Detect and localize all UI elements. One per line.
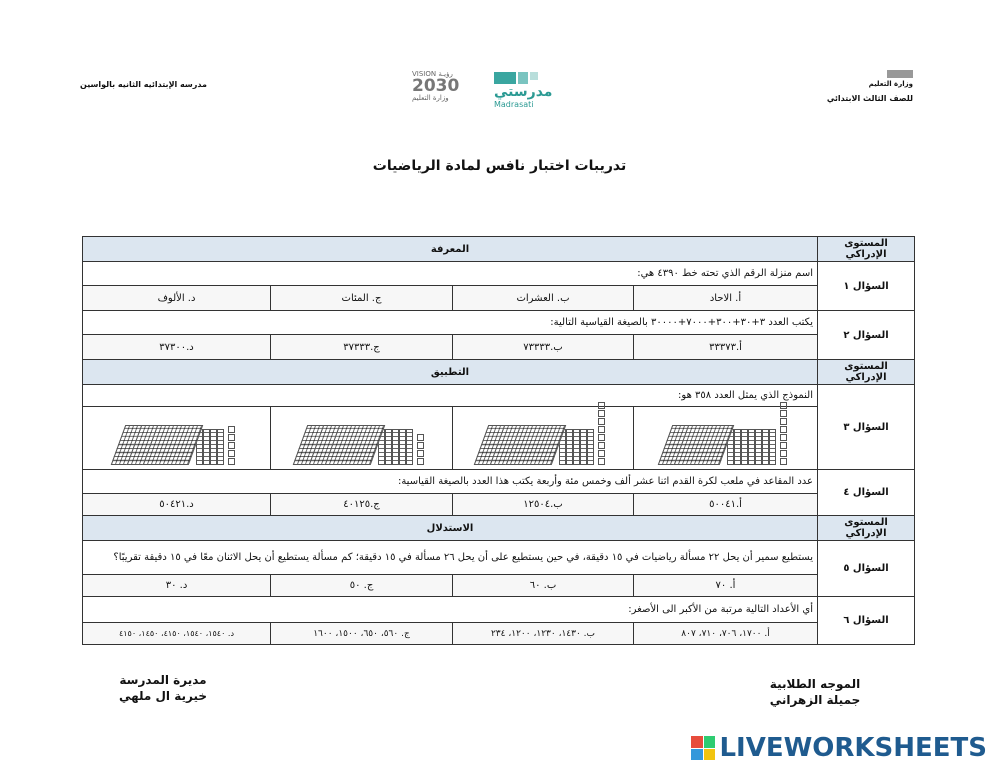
ones-cube (780, 426, 787, 433)
ones-cube (598, 418, 605, 425)
madrasati-logo: مدرستي Madrasati (494, 72, 564, 116)
ones-cube (228, 458, 235, 465)
liveworksheets-logo-icon (691, 736, 715, 760)
option-c[interactable]: ج. المئات (271, 286, 453, 311)
option-b[interactable]: ب.١٢٥٠٤ (453, 494, 634, 516)
tens-rod (566, 429, 573, 465)
option-d-model[interactable] (83, 407, 271, 470)
option-a[interactable]: أ. الاحاد (634, 286, 818, 311)
ones-cube (780, 410, 787, 417)
level-header: المستوى الإدراكي (818, 516, 915, 541)
ones-cube (780, 450, 787, 457)
question-stem: أي الأعداد التالية مرتبة من الأكبر الى الأصغر: (83, 597, 818, 623)
tens-rod (755, 429, 762, 465)
question-stem: اسم منزلة الرقم الذي تحته خط ٤٣٩٠ هي: (83, 262, 818, 286)
option-d[interactable]: د. ٣٠ (83, 575, 271, 597)
ones-cube (598, 450, 605, 457)
level-reasoning: الاستدلال (83, 516, 818, 541)
question-stem: يستطيع سمير أن يحل ٢٢ مسألة رياضيات في ١٥ دقيقة، في حين يستطيع على أن يحل ٢٦ مسألة في ١٥ دقيقة؛ كم مسألة يستطيع أن يحل الاثنان معًا في ١٥ دقيقة تقريبًا؟ (83, 541, 818, 575)
level-header: المستوى الإدراكي (818, 360, 915, 385)
question-label: السؤال ٢ (818, 311, 915, 360)
option-c[interactable]: ج. ٥٠ (271, 575, 453, 597)
ones-cube (598, 458, 605, 465)
option-a[interactable]: أ.٥٠٠٤١ (634, 494, 818, 516)
principal-signature: مديرة المدرسة خيرية ال ملهي (118, 673, 208, 703)
option-c[interactable]: ج.٤٠١٢٥ (271, 494, 453, 516)
ones-cube (598, 434, 605, 441)
tens-rod (573, 429, 580, 465)
base-ten-blocks-image (275, 411, 448, 465)
question-stem: النموذج الذي يمثل العدد ٣٥٨ هو: (83, 385, 818, 407)
ones-cube (780, 418, 787, 425)
tens-rod (406, 429, 413, 465)
school-name: مدرسه الإبتدائيه الثانيه بالواسين (80, 80, 207, 89)
question-label: السؤال ٤ (818, 470, 915, 516)
level-application: التطبيق (83, 360, 818, 385)
tens-rod (399, 429, 406, 465)
tens-rod (392, 429, 399, 465)
ones-cube (780, 434, 787, 441)
tens-rod (217, 429, 224, 465)
base-ten-blocks-image (457, 411, 629, 465)
page-title: تدريبات اختبار نافس لمادة الرياضيات (372, 158, 627, 174)
ones-cube (417, 450, 424, 457)
counselor-signature: الموجه الطلابية جميلة الزهراني (769, 677, 861, 707)
option-a[interactable]: أ.٣٣٣٧٣ (634, 335, 818, 360)
level-knowledge: المعرفة (83, 237, 818, 262)
option-b[interactable]: ب. ٦٠ (453, 575, 634, 597)
option-d[interactable]: د.٥٠٤٢١ (83, 494, 271, 516)
ones-cube (598, 442, 605, 449)
question-label: السؤال ٣ (818, 385, 915, 470)
tens-rod (587, 429, 594, 465)
option-b[interactable]: ب. ١٤٣٠، ١٢٣٠، ١٢٠٠، ٢٣٤ (453, 623, 634, 645)
ones-cube (228, 426, 235, 433)
tens-rod (734, 429, 741, 465)
ones-cube (417, 458, 424, 465)
option-b[interactable]: ب. العشرات (453, 286, 634, 311)
liveworksheets-watermark: LIVEWORKSHEETS (691, 733, 987, 763)
tens-rod (580, 429, 587, 465)
worksheet-table (82, 236, 915, 645)
vision-2030-logo: VISION رؤيـة 2030 وزارة التعليم (412, 70, 460, 102)
ones-cube (780, 402, 787, 409)
tens-rod (762, 429, 769, 465)
tens-rod (203, 429, 210, 465)
base-ten-blocks-image (638, 411, 813, 465)
tens-rod (769, 429, 776, 465)
ones-cube (417, 442, 424, 449)
option-a-model[interactable] (634, 407, 818, 470)
ones-cube (417, 434, 424, 441)
ones-cube (780, 458, 787, 465)
grade-label: للصف الثالث الابتدائي (826, 94, 913, 103)
question-stem: عدد المقاعد في ملعب لكرة القدم اثنا عشر ألف وخمس مئة وأربعة يكتب هذا العدد بالصيغة القياسية: (83, 470, 818, 494)
option-b-model[interactable] (453, 407, 634, 470)
option-d[interactable]: د.٣٧٣٠٠ (83, 335, 271, 360)
question-label: السؤال ٥ (818, 541, 915, 597)
kingdom-emblem-icon (887, 70, 913, 78)
tens-rod (385, 429, 392, 465)
ones-cube (228, 450, 235, 457)
option-a[interactable]: أ. ١٧٠٠، ٧٠٦، ٧١٠، ٨٠٧ (634, 623, 818, 645)
base-ten-blocks-image (87, 411, 266, 465)
option-d[interactable]: د. الألوف (83, 286, 271, 311)
option-c[interactable]: ج. ٥٦٠، ٦٥٠، ١٥٠٠، ١٦٠٠ (271, 623, 453, 645)
ones-cube (228, 442, 235, 449)
tens-rod (210, 429, 217, 465)
ones-cube (598, 426, 605, 433)
option-c-model[interactable] (271, 407, 453, 470)
tens-rod (748, 429, 755, 465)
question-label: السؤال ٦ (818, 597, 915, 645)
question-stem: يكتب العدد ٣+٣٠+٣٠٠+٧٠٠٠+٣٠٠٠٠ بالصيغة القياسية التالية: (83, 311, 818, 335)
level-header: المستوى الإدراكي (818, 237, 915, 262)
ones-cube (780, 442, 787, 449)
question-label: السؤال ١ (818, 262, 915, 311)
ones-cube (598, 402, 605, 409)
option-d[interactable]: د. ١٥٤٠، ١٥٤٠، ٤١٥٠، ١٤٥٠، ٤١٥٠ (83, 623, 271, 645)
ministry-header: وزارة التعليم للصف الثالث الابتدائي (827, 70, 913, 103)
option-b[interactable]: ب.٧٣٣٣٣ (453, 335, 634, 360)
tens-rod (741, 429, 748, 465)
ones-cube (598, 410, 605, 417)
option-c[interactable]: ج.٣٧٣٣٣ (271, 335, 453, 360)
option-a[interactable]: أ. ٧٠ (634, 575, 818, 597)
ones-cube (228, 434, 235, 441)
